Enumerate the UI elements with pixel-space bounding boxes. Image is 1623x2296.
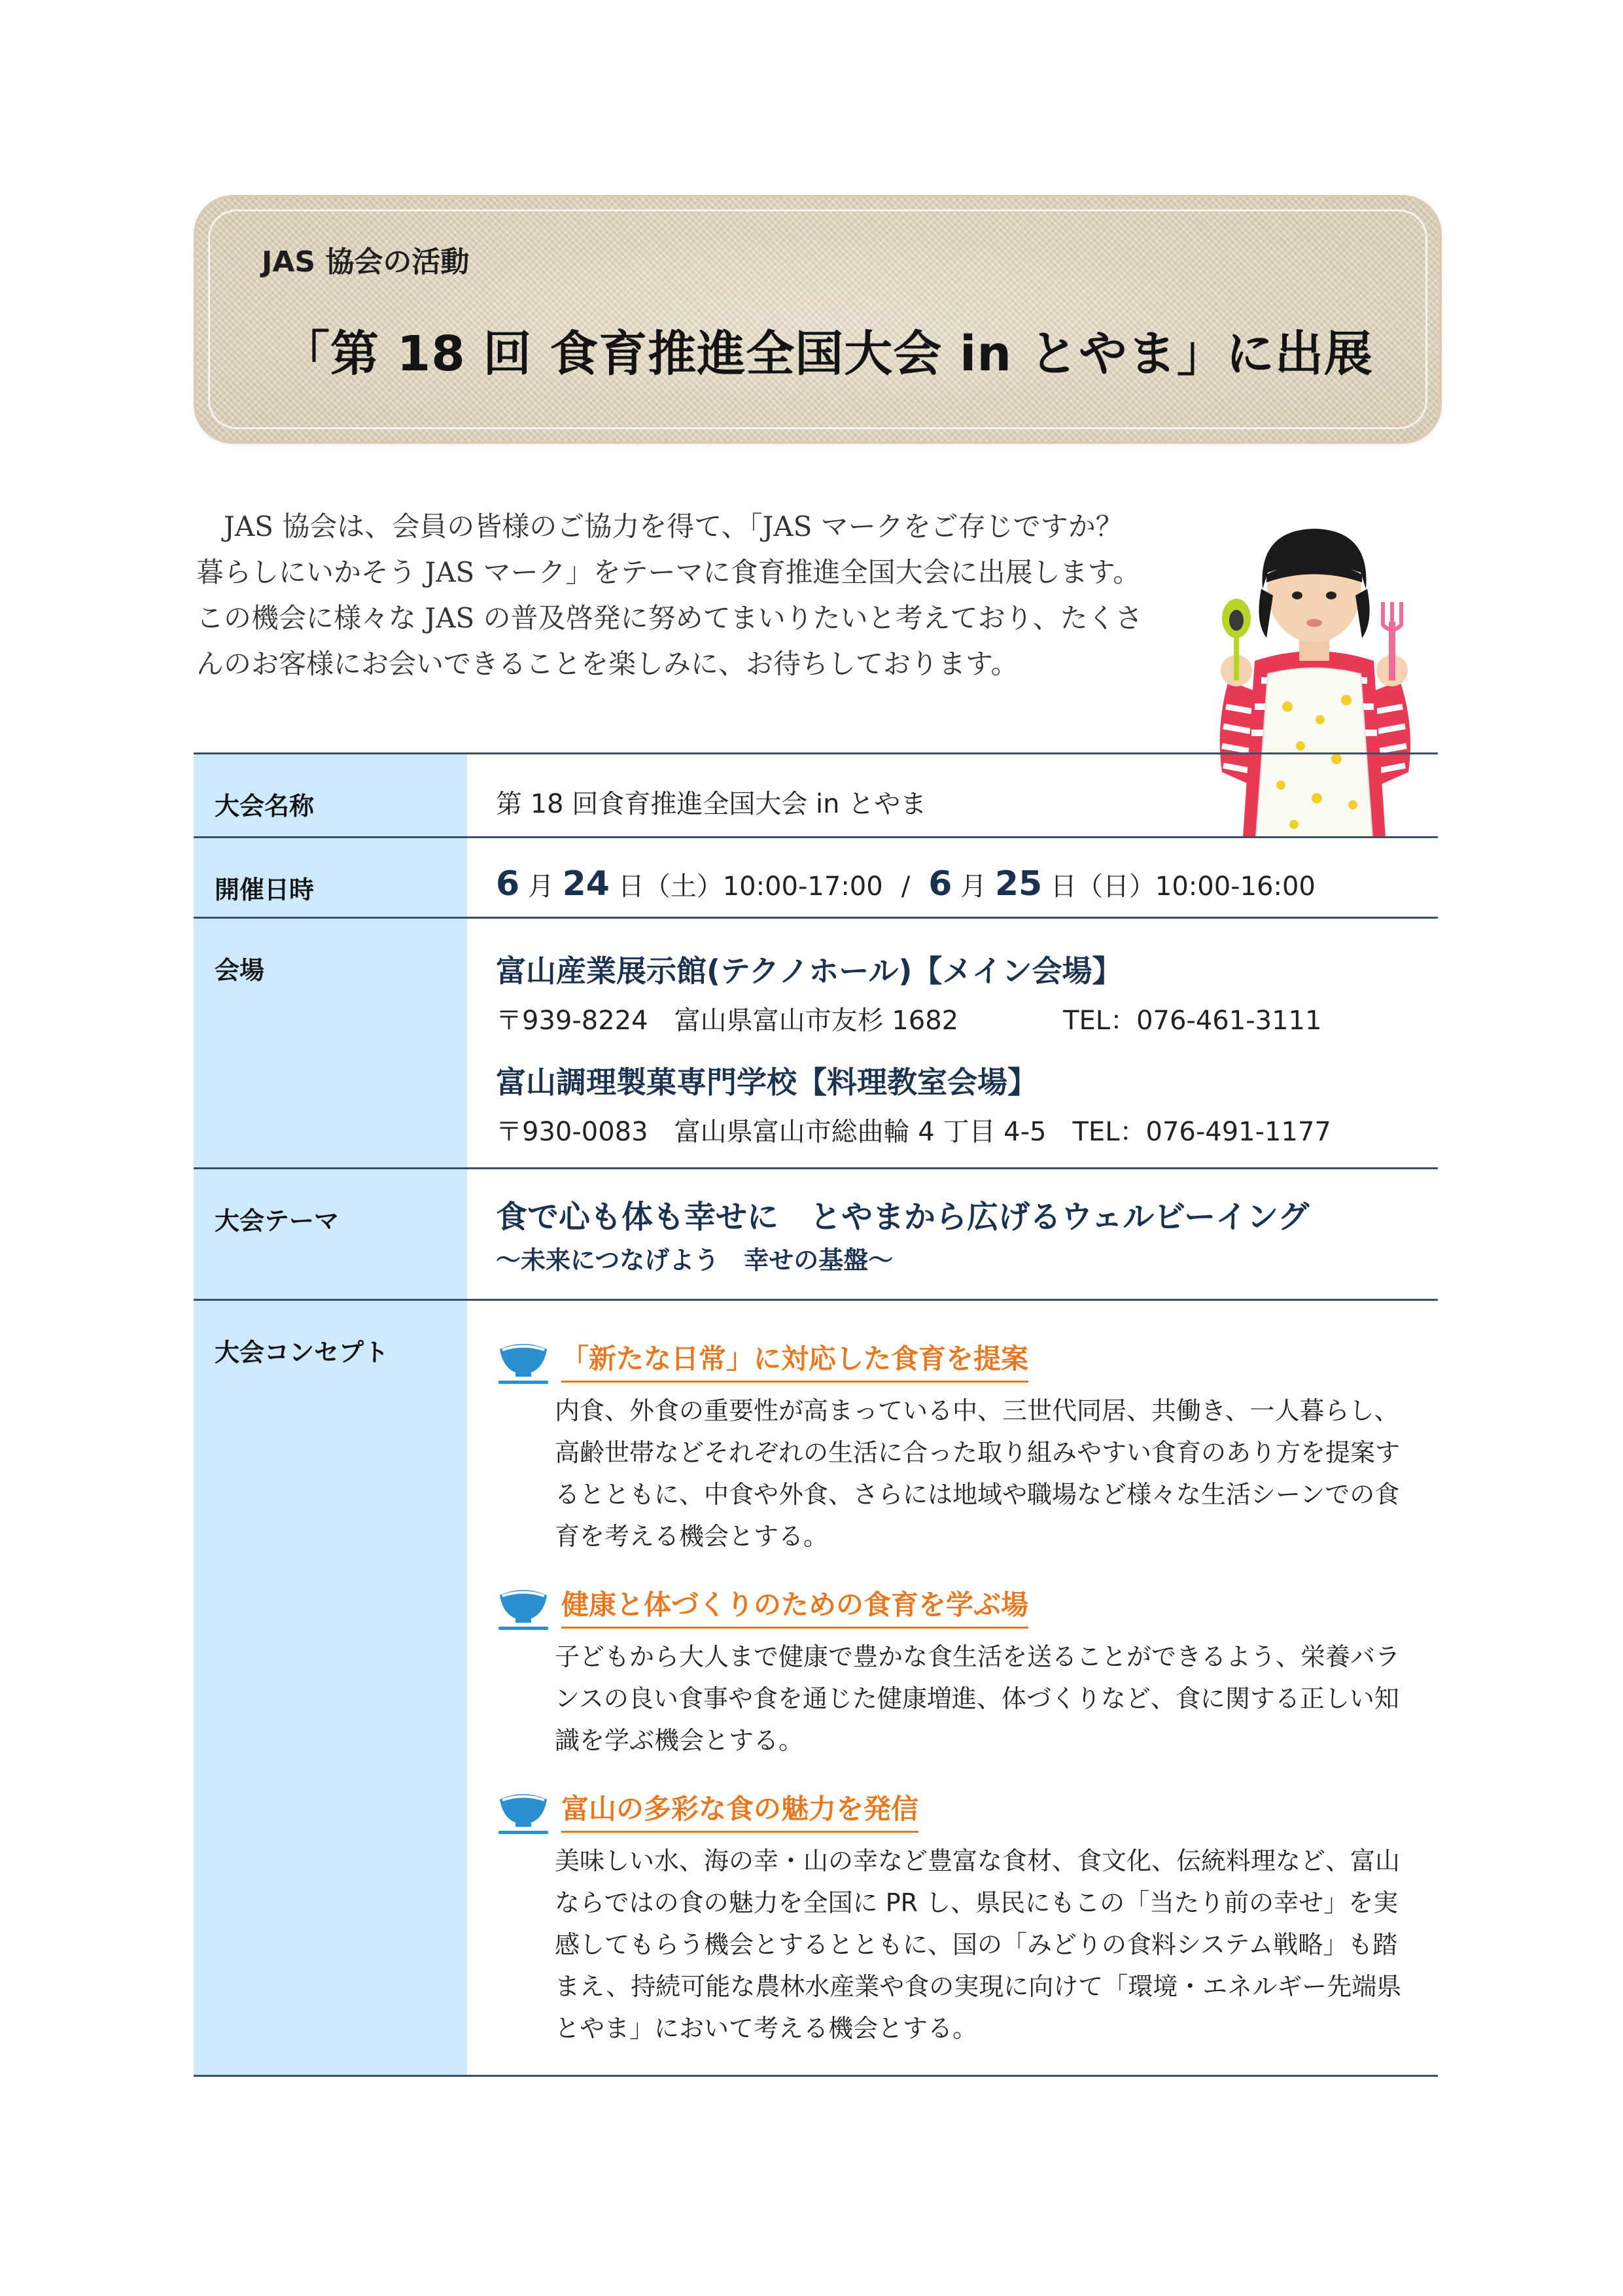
row-event-name xyxy=(194,752,1438,836)
row-label-cell xyxy=(194,838,467,917)
row-label-cell xyxy=(194,1169,467,1299)
row-label: 大会名称 xyxy=(215,792,315,821)
venue-main-name: 富山産業展示館(テクノホール)【メイン会場】 xyxy=(496,953,1123,989)
title-banner xyxy=(196,198,1439,441)
concept-item xyxy=(496,1576,1418,1761)
day1-time: 日（土）10:00-17:00 xyxy=(610,872,883,902)
concept-item xyxy=(496,1780,1418,2049)
intro-line: 暮らしにいかそう JAS マーク」をテーマに食育推進全国大会に出展します。 xyxy=(196,556,1141,588)
concept-heading xyxy=(496,1780,1418,1840)
row-label-cell xyxy=(194,919,467,1167)
theme-sub-text: ～未来につなげよう 幸せの基盤～ xyxy=(496,1246,894,1275)
concept-text: 子どもから大人まで健康で豊かな食生活を送ることができるよう、栄養バランスの良い食事や食を通じた健康増進、体づくりなど、食に関する正しい知識を学ぶ機会とする。 xyxy=(555,1642,1401,1755)
page-title: 「第 18 回 食育推進全国大会 in とやま」に出展 xyxy=(281,326,1373,382)
row-label: 大会テーマ xyxy=(215,1207,340,1235)
row-label: 会場 xyxy=(215,956,265,985)
event-info-table xyxy=(194,752,1438,2077)
row-label: 大会コンセプト xyxy=(215,1338,389,1367)
row-theme xyxy=(194,1167,1438,1299)
venue-cooking-address: 〒930-0083 富山県富山市総曲輪 4 丁目 4-5 TEL：076-491-1177 xyxy=(496,1117,1331,1147)
intro-line: この機会に様々な JAS の普及啓発に努めてまいりたいと考えており、たくさ xyxy=(196,602,1143,634)
day1-month-unit: 月 xyxy=(519,872,563,902)
event-date-value xyxy=(467,838,1438,904)
row-label: 開催日時 xyxy=(215,875,315,904)
concept-title: 富山の多彩な食の魅力を発信 xyxy=(561,1788,918,1833)
concept-text: 内食、外食の重要性が高まっている中、三世代同居、共働き、一人暮らし、高齢世帯などそれぞれの生活に合った取り組みやすい食育のあり方を提案するとともに、中食や外食、さらには地域や職場など様々な生活シーンでの食育を考える機会とする。 xyxy=(555,1396,1401,1551)
concept-title: 健康と体づくりのための食育を学ぶ場 xyxy=(561,1583,1028,1629)
rice-bowl-icon xyxy=(496,1576,551,1632)
row-concept xyxy=(194,1299,1438,2077)
row-label-cell xyxy=(194,754,467,836)
row-venue xyxy=(194,917,1438,1167)
rice-bowl-icon xyxy=(496,1780,551,1836)
day2-day: 25 xyxy=(994,864,1043,904)
concept-item xyxy=(496,1330,1418,1557)
concept-title: 「新たな日常」に対応した食育を提案 xyxy=(561,1337,1028,1383)
concept-text: 美味しい水、海の幸・山の幸など豊富な食材、食文化、伝統料理など、富山ならではの食の魅力を全国に PR し、県民にもこの「当たり前の幸せ」を実感してもらう機会とするとともに、国の「みどりの食料システム戦略」も踏まえ、持続可能な農林水産業や食の実現に向けて「環境・エネルギー先端県とやま」において考える機会とする。 xyxy=(555,1846,1402,2043)
row-event-date xyxy=(194,836,1438,917)
day2-time: 日（日）10:00-16:00 xyxy=(1042,872,1316,902)
concept-heading xyxy=(496,1576,1418,1636)
event-name-value: 第 18 回食育推進全国大会 in とやま xyxy=(496,789,927,819)
venue-cooking-name: 富山調理製菓専門学校【料理教室会場】 xyxy=(496,1065,1038,1100)
concept-value xyxy=(467,1301,1438,2049)
day1-month: 6 xyxy=(496,864,520,904)
intro-line: JAS 協会は、会員の皆様のご協力を得て、「JAS マークをご存じですか？ xyxy=(224,510,1123,542)
intro-line: んのお客様にお会いできることを楽しみに、お待ちしております。 xyxy=(196,648,1019,680)
concept-heading xyxy=(496,1330,1418,1390)
venue-value xyxy=(467,919,1438,1170)
theme-value xyxy=(467,1169,1438,1276)
day2-month-unit: 月 xyxy=(952,872,995,902)
row-label-cell xyxy=(194,1301,467,2075)
theme-main-text: 食で心も体も幸せに とやまから広げるウェルビーイング xyxy=(496,1199,1310,1235)
banner-subtitle: JAS 協会の活動 xyxy=(262,245,470,279)
rice-bowl-icon xyxy=(496,1330,551,1386)
day2-month: 6 xyxy=(928,864,952,904)
intro-paragraph xyxy=(196,504,1191,687)
venue-main-address: 〒939-8224 富山県富山市友杉 1682 TEL：076-461-3111 xyxy=(496,1006,1322,1036)
date-separator: / xyxy=(901,872,911,902)
day1-day: 24 xyxy=(562,864,610,904)
